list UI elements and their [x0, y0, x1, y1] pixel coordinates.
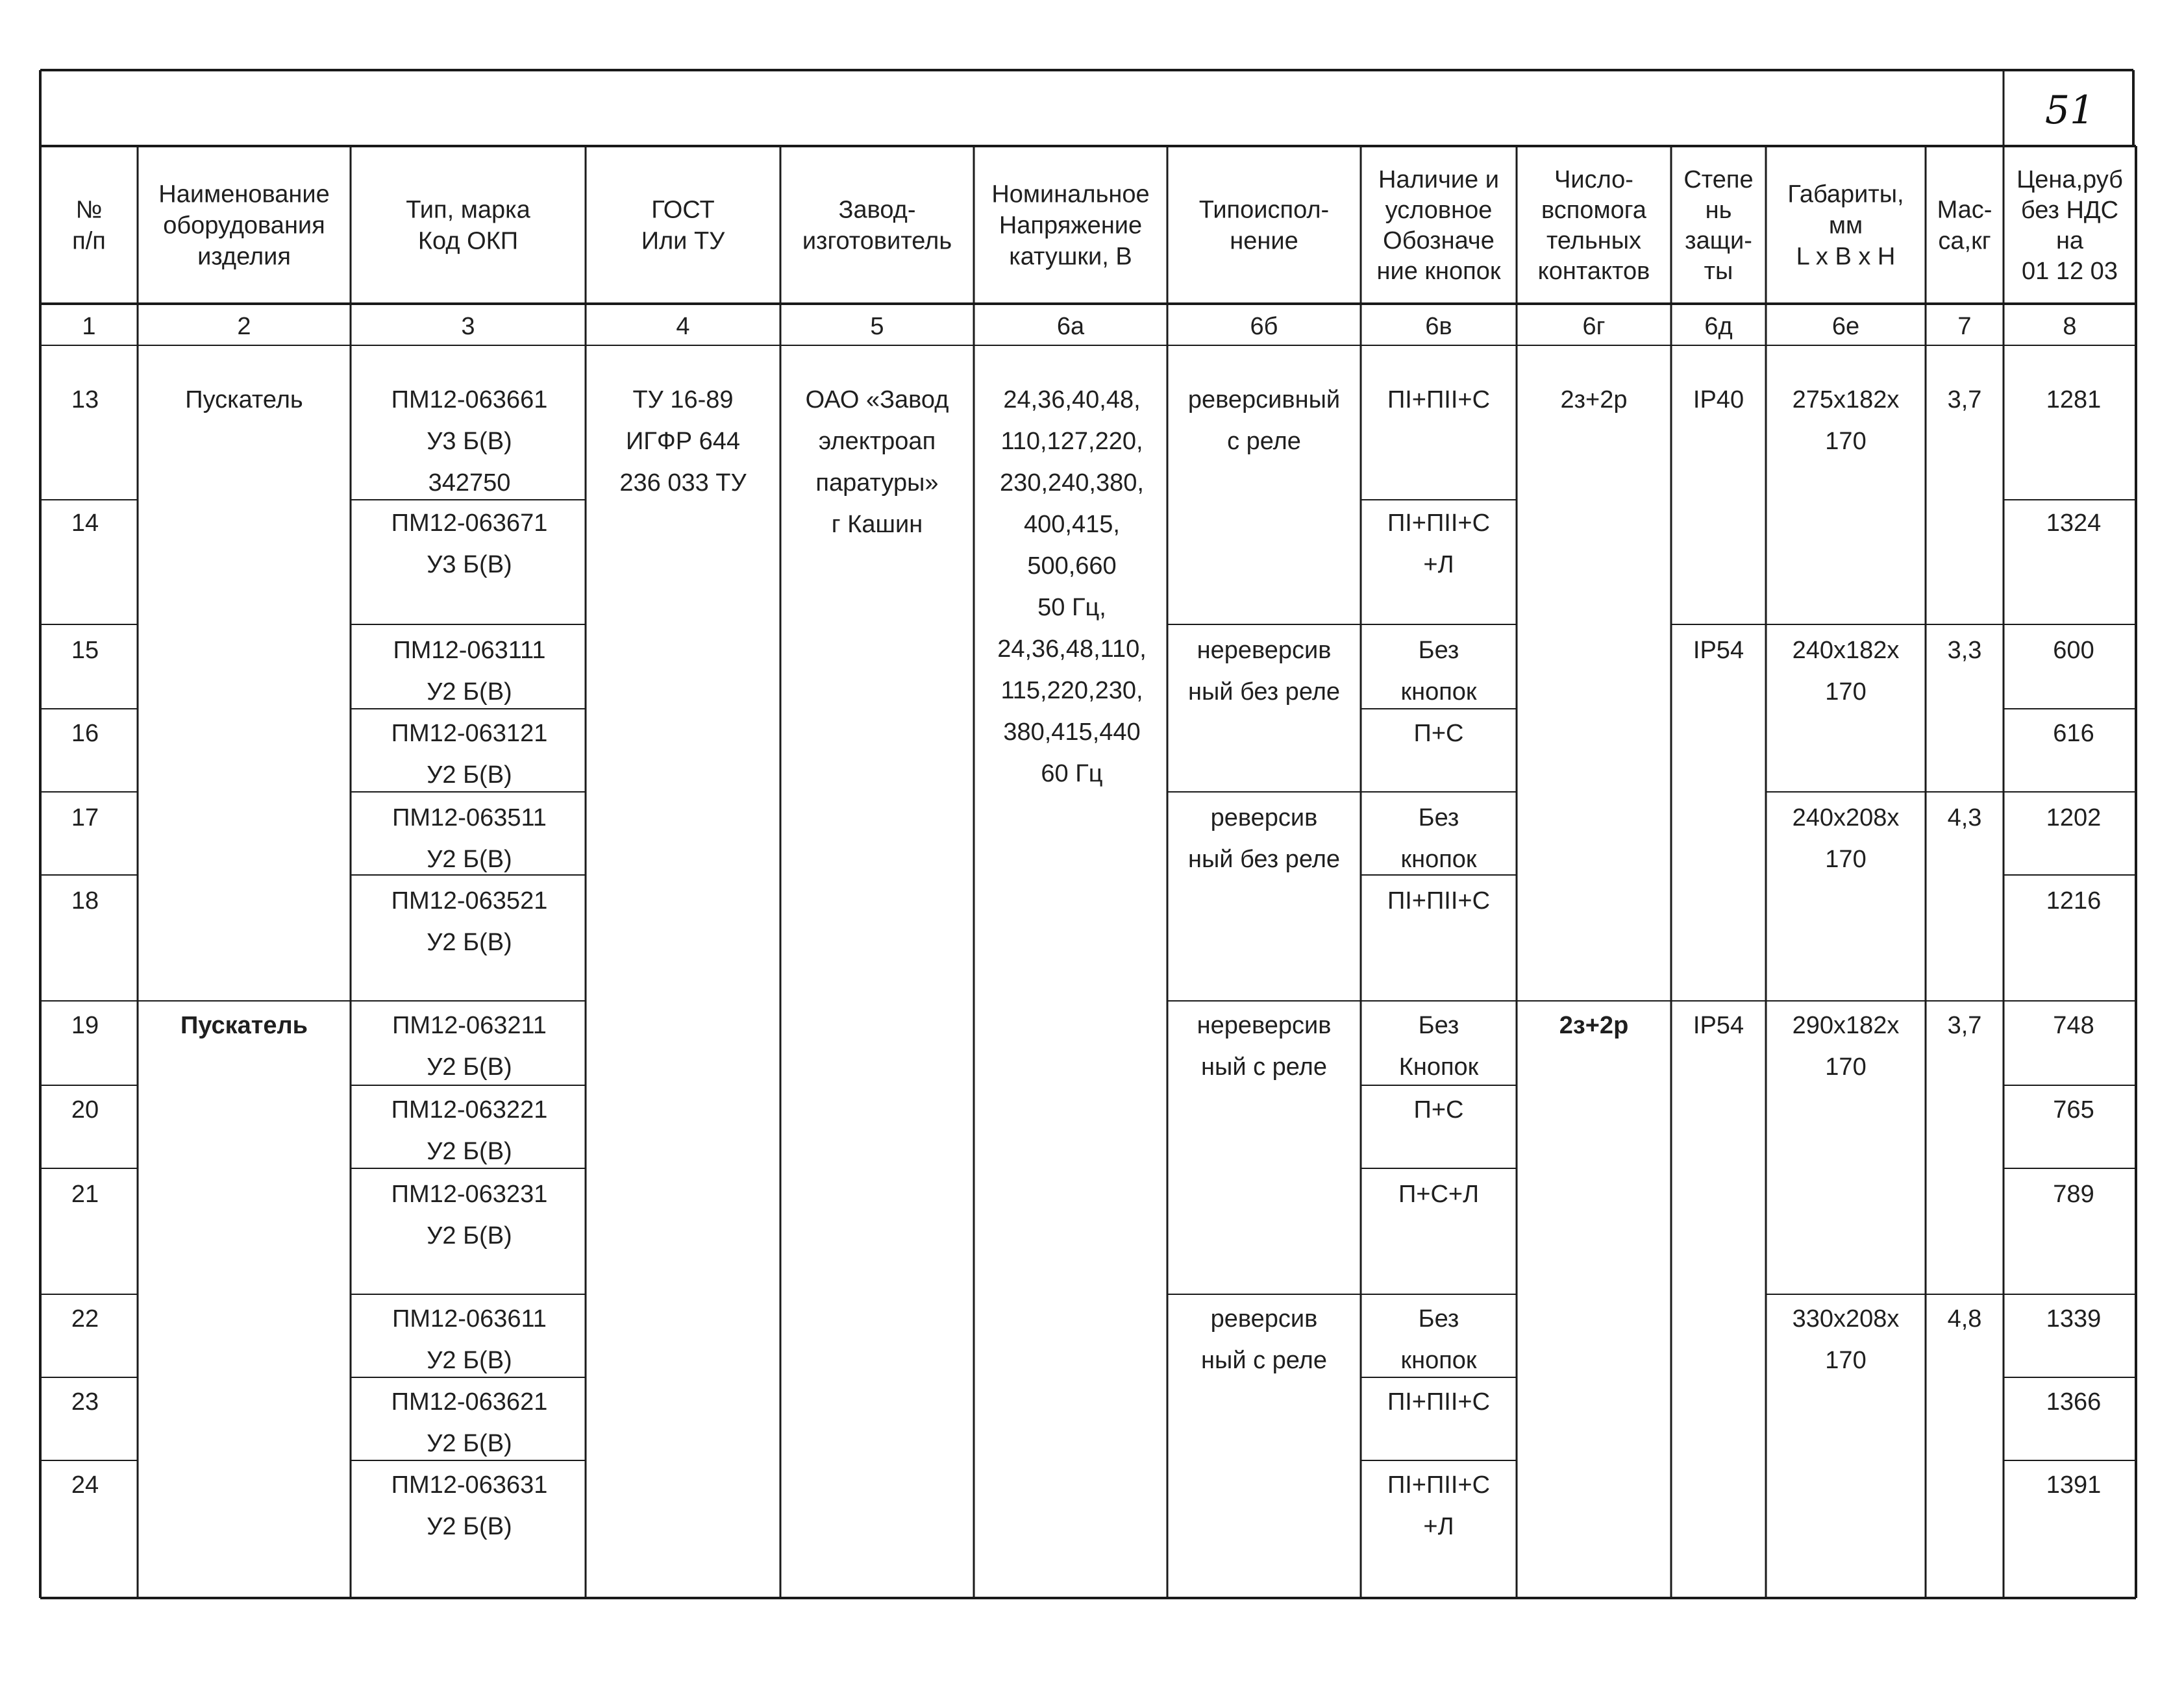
type-code: У2 Б(В): [427, 1347, 512, 1374]
buttons-designation: Без: [1418, 1305, 1459, 1333]
protection-class: IP54: [1693, 1012, 1744, 1039]
column-header: Степе: [1683, 166, 1754, 193]
column-header: Типоиспол-: [1198, 196, 1330, 224]
type-code: У2 Б(В): [427, 761, 512, 789]
column-number: 7: [1957, 313, 1972, 340]
dimensions: 240x182x: [1792, 637, 1900, 664]
type-code: У2 Б(В): [427, 1430, 512, 1457]
type-code: У3 Б(В): [427, 551, 512, 578]
coil-voltage: 230,240,380,: [1000, 469, 1144, 497]
column-header: Завод-: [838, 196, 916, 224]
column-header: на: [2055, 227, 2084, 254]
column-number: 5: [870, 313, 884, 340]
row-number: 24: [71, 1471, 99, 1499]
column-header: нь: [1705, 197, 1732, 224]
buttons-designation: кнопок: [1400, 1347, 1477, 1374]
column-number: 6е: [1831, 313, 1860, 340]
execution-type: ный без реле: [1187, 846, 1341, 873]
buttons-designation: кнопок: [1400, 846, 1477, 873]
column-header: ние кнопок: [1376, 258, 1501, 285]
execution-type: реверсив: [1210, 804, 1318, 831]
dimensions: 290x182x: [1792, 1012, 1900, 1039]
coil-voltage: 115,220,230,: [1000, 677, 1143, 704]
dimensions: 170: [1825, 846, 1867, 873]
column-number: 4: [676, 313, 690, 340]
execution-type: ный с реле: [1201, 1053, 1327, 1081]
price: 765: [2053, 1096, 2094, 1124]
mass: 3,7: [1947, 1012, 1982, 1039]
price: 1339: [2046, 1305, 2102, 1333]
price: 1202: [2046, 804, 2102, 831]
buttons-designation: Без: [1418, 1012, 1459, 1039]
column-header: Наличие и: [1378, 166, 1499, 193]
dimensions: 170: [1825, 428, 1867, 455]
column-header: 01 12 03: [2022, 258, 2118, 285]
dimensions: 170: [1825, 1347, 1867, 1374]
buttons-designation: кнопок: [1400, 678, 1477, 706]
column-header: оборудования: [163, 212, 325, 240]
type-code: ПМ12-063111: [393, 637, 546, 664]
type-code: ПМ12-063631: [391, 1471, 548, 1499]
column-header: са,кг: [1938, 227, 1991, 255]
type-code: ПМ12-063221: [391, 1096, 548, 1124]
column-header: п/п: [72, 227, 106, 255]
column-header: Наименование: [158, 180, 330, 208]
column-number: 6а: [1056, 313, 1085, 340]
coil-voltage: 24,36,40,48,: [1003, 386, 1141, 413]
buttons-designation: ПI+ПII+С: [1387, 1471, 1491, 1499]
column-header: тельных: [1546, 227, 1642, 254]
mass: 4,8: [1947, 1305, 1982, 1333]
dimensions: 170: [1825, 678, 1867, 706]
buttons-designation: П+С: [1413, 720, 1464, 747]
type-code: ПМ12-063211: [392, 1012, 547, 1039]
price: 1391: [2046, 1471, 2102, 1499]
coil-voltage: 60 Гц: [1041, 760, 1103, 787]
column-number: 1: [82, 313, 96, 340]
column-header: Код ОКП: [417, 227, 519, 255]
type-code: У3 Б(В): [427, 428, 512, 455]
column-number: 3: [461, 313, 475, 340]
manufacturer: электроап: [818, 428, 936, 455]
column-number: 6д: [1704, 313, 1733, 340]
protection-class: IP54: [1693, 637, 1744, 664]
type-code: ПМ12-063521: [391, 887, 548, 915]
row-number: 22: [71, 1305, 99, 1333]
column-header: нение: [1230, 227, 1298, 255]
price: 789: [2053, 1181, 2094, 1208]
type-code: ПМ12-063621: [391, 1388, 548, 1416]
column-header: Цена,руб: [2016, 166, 2123, 193]
buttons-designation: Без: [1418, 804, 1459, 831]
execution-type: с реле: [1227, 428, 1301, 455]
column-header: условное: [1385, 197, 1493, 224]
table-grid: [40, 70, 2136, 1598]
column-header: контактов: [1537, 258, 1650, 285]
coil-voltage: 500,660: [1027, 552, 1117, 580]
gost-spec: 236 033 ТУ: [619, 469, 747, 497]
manufacturer: г Кашин: [831, 511, 923, 538]
type-code: ПМ12-063661: [391, 386, 548, 413]
column-header: защи-: [1685, 227, 1752, 254]
row-number: 18: [71, 887, 99, 915]
gost-spec: ИГФР 644: [625, 428, 741, 455]
type-code: 342750: [428, 469, 511, 497]
buttons-designation: П+С+Л: [1398, 1181, 1480, 1208]
equipment-name: Пускатель: [185, 386, 303, 413]
column-number: 6в: [1425, 313, 1452, 340]
column-header: Тип, марка: [406, 196, 530, 224]
buttons-designation: Без: [1418, 637, 1459, 664]
coil-voltage: 24,36,48,110,: [997, 635, 1147, 663]
column-header: изготовитель: [802, 227, 952, 255]
coil-voltage: 50 Гц,: [1037, 594, 1106, 621]
price: 1366: [2046, 1388, 2102, 1416]
manufacturer: ОАО «Завод: [805, 386, 949, 413]
column-number: 2: [237, 313, 251, 340]
column-header: L x B x H: [1796, 243, 1896, 271]
type-code: У2 Б(В): [427, 1222, 512, 1249]
buttons-designation: ПI+ПII+С: [1387, 510, 1491, 537]
column-header: мм: [1828, 212, 1863, 240]
row-number: 14: [71, 510, 99, 537]
buttons-designation: Кнопок: [1398, 1053, 1479, 1081]
column-number: 6г: [1582, 313, 1606, 340]
gost-spec: ТУ 16-89: [632, 386, 734, 413]
row-number: 19: [71, 1012, 99, 1039]
type-code: У2 Б(В): [427, 1053, 512, 1081]
dimensions: 240x208x: [1792, 804, 1900, 831]
type-code: У2 Б(В): [427, 1138, 512, 1165]
column-header: ты: [1704, 258, 1733, 285]
aux-contacts: 2з+2р: [1559, 1012, 1629, 1039]
buttons-designation: ПI+ПII+С: [1387, 1388, 1491, 1416]
type-code: У2 Б(В): [427, 1513, 512, 1540]
table-text: [71, 88, 2123, 1540]
column-header: Мас-: [1937, 196, 1992, 224]
column-header: Номинальное: [991, 180, 1150, 208]
price: 1324: [2046, 510, 2102, 537]
equipment-name: Пускатель: [180, 1012, 308, 1039]
dimensions: 330x208x: [1792, 1305, 1900, 1333]
type-code: У2 Б(В): [427, 678, 512, 706]
column-header: Напряжение: [999, 212, 1143, 240]
row-number: 15: [71, 637, 99, 664]
column-header: без НДС: [2020, 197, 2119, 224]
price: 600: [2053, 637, 2094, 664]
column-header: №: [75, 196, 103, 224]
column-header: Габариты,: [1787, 180, 1904, 208]
price: 748: [2053, 1012, 2094, 1039]
type-code: ПМ12-063231: [391, 1181, 548, 1208]
column-header: вспомога: [1541, 197, 1646, 224]
column-number: 8: [2063, 313, 2077, 340]
type-code: У2 Б(В): [427, 846, 512, 873]
column-number: 6б: [1250, 313, 1278, 340]
type-code: ПМ12-063671: [391, 510, 548, 537]
buttons-designation: П+С: [1413, 1096, 1464, 1124]
row-number: 13: [71, 386, 99, 413]
row-number: 16: [71, 720, 99, 747]
mass: 4,3: [1947, 804, 1982, 831]
execution-type: нереверсив: [1197, 637, 1332, 664]
execution-type: ный без реле: [1187, 678, 1341, 706]
column-header: изделия: [197, 243, 291, 271]
column-header: катушки, В: [1009, 243, 1132, 271]
dimensions: 275x182x: [1792, 386, 1900, 413]
column-header: Обозначе: [1383, 227, 1495, 254]
column-header: Или ТУ: [641, 227, 725, 255]
coil-voltage: 380,415,440: [1003, 719, 1141, 746]
coil-voltage: 110,127,220,: [1000, 428, 1143, 455]
row-number: 23: [71, 1388, 99, 1416]
type-code: ПМ12-063611: [392, 1305, 547, 1333]
manufacturer: паратуры»: [815, 469, 939, 497]
mass: 3,7: [1947, 386, 1982, 413]
row-number: 17: [71, 804, 99, 831]
column-header: ГОСТ: [651, 196, 715, 224]
coil-voltage: 400,415,: [1024, 511, 1120, 538]
execution-type: реверсив: [1210, 1305, 1318, 1333]
protection-class: IP40: [1693, 386, 1744, 413]
aux-contacts: 2з+2р: [1560, 386, 1628, 413]
execution-type: нереверсив: [1197, 1012, 1332, 1039]
buttons-designation: ПI+ПII+С: [1387, 386, 1491, 413]
type-code: У2 Б(В): [427, 929, 512, 956]
execution-type: ный с реле: [1201, 1347, 1327, 1374]
type-code: ПМ12-063121: [391, 720, 548, 747]
type-code: ПМ12-063511: [392, 804, 547, 831]
mass: 3,3: [1947, 637, 1982, 664]
buttons-designation: +Л: [1423, 1513, 1454, 1540]
column-header: Число-: [1554, 166, 1633, 193]
price: 1281: [2046, 386, 2102, 413]
price: 616: [2053, 720, 2094, 747]
buttons-designation: +Л: [1423, 551, 1454, 578]
row-number: 20: [71, 1096, 99, 1124]
execution-type: реверсивный: [1187, 386, 1341, 413]
row-number: 21: [71, 1181, 99, 1208]
page-number: 51: [2044, 88, 2095, 133]
buttons-designation: ПI+ПII+С: [1387, 887, 1491, 915]
price: 1216: [2046, 887, 2102, 915]
dimensions: 170: [1825, 1053, 1867, 1081]
